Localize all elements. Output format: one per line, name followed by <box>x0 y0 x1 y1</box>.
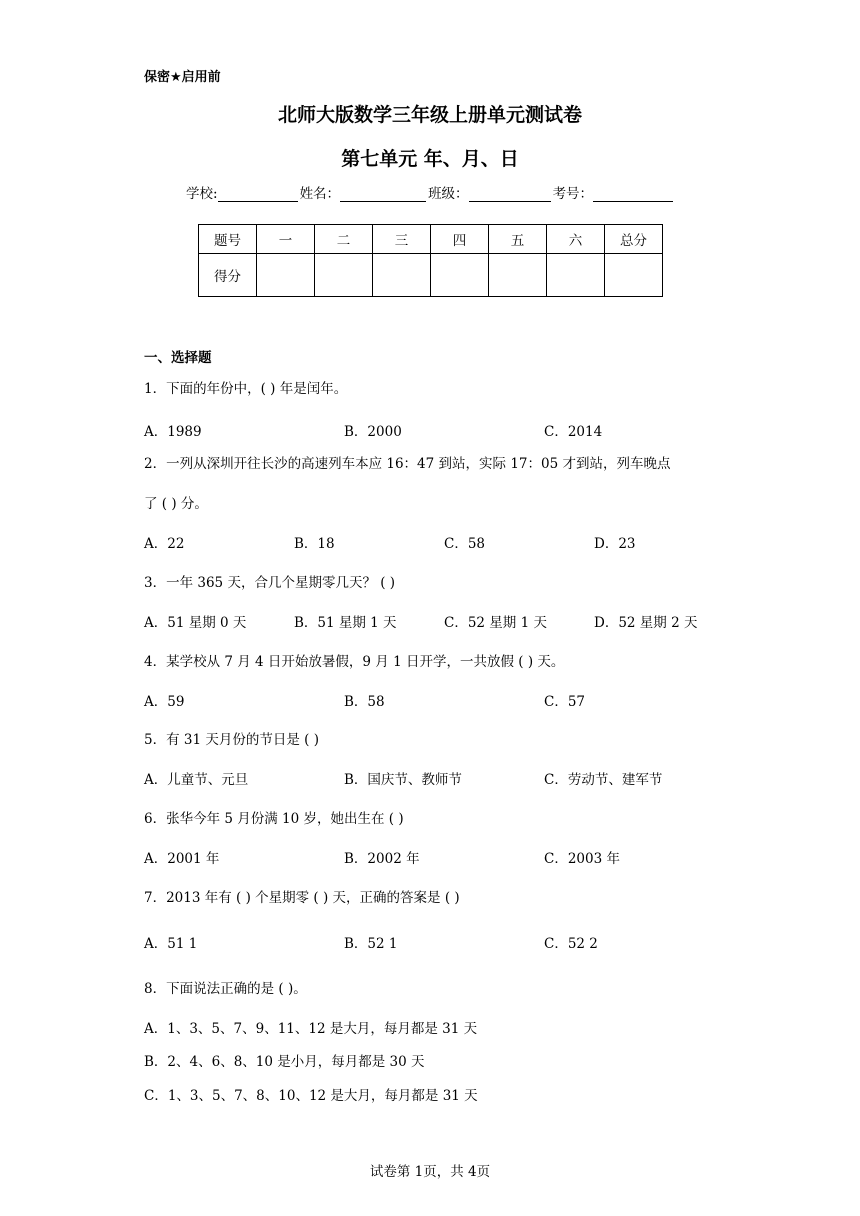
q6-option-c[interactable]: C．2003 年 <box>544 851 620 867</box>
school-field[interactable] <box>218 187 298 202</box>
q2-option-a[interactable]: A．22 <box>144 536 185 552</box>
score-header-cell: 四 <box>431 225 489 254</box>
q2-option-b[interactable]: B．18 <box>294 536 335 552</box>
q5-option-c[interactable]: C．劳动节、建军节 <box>544 772 663 788</box>
exam-number-label: 考号： <box>552 186 594 202</box>
q3-option-c[interactable]: C．52 星期 1 天 <box>444 615 547 631</box>
section-title: 一、选择题 <box>144 350 212 366</box>
q8-option-c[interactable]: C．1、3、5、7、8、10、12 是大月，每月都是 31 天 <box>144 1088 478 1104</box>
question-8: 8．下面说法正确的是 ( )。 <box>144 981 307 997</box>
name-field[interactable] <box>340 187 426 202</box>
score-header-cell: 一 <box>257 225 315 254</box>
q7-option-b[interactable]: B．52 1 <box>344 936 398 952</box>
q3-option-a[interactable]: A．51 星期 0 天 <box>144 615 247 631</box>
score-cell[interactable] <box>489 254 547 297</box>
score-cell[interactable] <box>257 254 315 297</box>
score-table-score-row <box>199 254 663 297</box>
score-cell[interactable] <box>431 254 489 297</box>
q5-option-b[interactable]: B．国庆节、教师节 <box>344 772 462 788</box>
score-header-cell: 二 <box>315 225 373 254</box>
q2-option-c[interactable]: C．58 <box>444 536 486 552</box>
score-cell[interactable] <box>547 254 605 297</box>
name-label: 姓名： <box>299 186 341 202</box>
q3-option-b[interactable]: B．51 星期 1 天 <box>294 615 397 631</box>
class-label: 班级： <box>428 186 469 202</box>
confidential-label: 保密★启用前 <box>144 70 221 85</box>
score-table-header-row <box>199 225 663 254</box>
q7-option-a[interactable]: A．51 1 <box>144 936 198 952</box>
score-header-cell: 总分 <box>605 225 663 254</box>
q8-option-a[interactable]: A．1、3、5、7、9、11、12 是大月，每月都是 31 天 <box>144 1021 478 1037</box>
q7-option-c[interactable]: C．52 2 <box>544 936 598 952</box>
score-header-cell: 六 <box>547 225 605 254</box>
question-2-cont: 了 ( ) 分。 <box>144 496 208 512</box>
score-header-cell: 五 <box>489 225 547 254</box>
exam-number-field[interactable] <box>593 187 673 202</box>
score-cell[interactable] <box>373 254 431 297</box>
q1-option-a[interactable]: A．1989 <box>144 424 202 440</box>
question-3: 3．一年 365 天，合几个星期零几天？ ( ) <box>144 575 396 591</box>
score-header-cell: 题号 <box>199 225 257 254</box>
q8-option-b[interactable]: B．2、4、6、8、10 是小月，每月都是 30 天 <box>144 1054 425 1070</box>
q1-option-c[interactable]: C．2014 <box>544 424 603 440</box>
question-5: 5．有 31 天月份的节日是 ( ) <box>144 732 319 748</box>
q6-option-a[interactable]: A．2001 年 <box>144 851 220 867</box>
q4-option-c[interactable]: C．57 <box>544 694 586 710</box>
question-7: 7．2013 年有 ( ) 个星期零 ( ) 天，正确的答案是 ( ) <box>144 890 460 906</box>
question-4: 4．某学校从 7 月 4 日开始放暑假，9 月 1 日开学，一共放假 ( ) 天。 <box>144 654 565 670</box>
question-6: 6．张华今年 5 月份满 10 岁，她出生在 ( ) <box>144 811 404 827</box>
q4-option-a[interactable]: A．59 <box>144 694 185 710</box>
score-header-cell: 三 <box>373 225 431 254</box>
score-table <box>198 224 663 297</box>
q5-option-a[interactable]: A．儿童节、元旦 <box>144 772 249 788</box>
question-1: 1．下面的年份中，( ) 年是闰年。 <box>144 381 348 397</box>
class-field[interactable] <box>469 187 551 202</box>
q6-option-b[interactable]: B．2002 年 <box>344 851 420 867</box>
q3-option-d[interactable]: D．52 星期 2 天 <box>594 615 698 631</box>
student-info-line <box>186 182 675 202</box>
q2-option-d[interactable]: D．23 <box>594 536 636 552</box>
school-label: 学校: <box>186 186 218 202</box>
exam-title: 北师大版数学三年级上册单元测试卷 <box>277 104 582 126</box>
score-cell[interactable] <box>605 254 663 297</box>
unit-title: 第七单元 年、月、日 <box>341 148 519 170</box>
score-row-label: 得分 <box>199 254 257 297</box>
q1-option-b[interactable]: B．2000 <box>344 424 402 440</box>
page-footer: 试卷第 1页，共 4页 <box>369 1164 491 1180</box>
score-cell[interactable] <box>315 254 373 297</box>
q4-option-b[interactable]: B．58 <box>344 694 385 710</box>
question-2: 2．一列从深圳开往长沙的高速列车本应 16：47 到站，实际 17：05 才到站，列车晚点 <box>144 456 671 472</box>
